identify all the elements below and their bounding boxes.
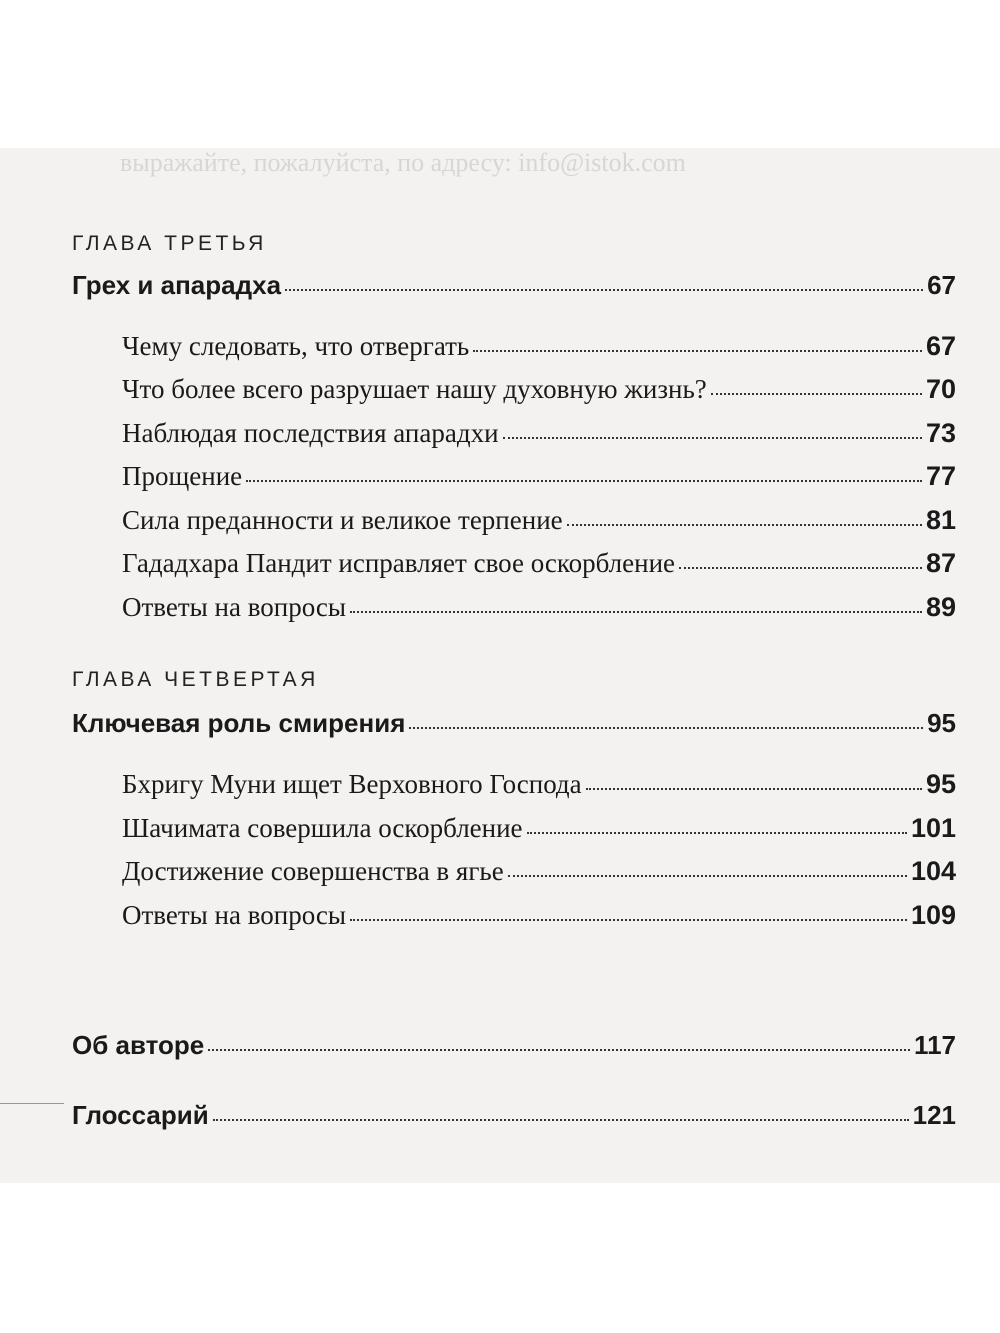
toc-entry-title: Глоссарий [72,1100,209,1130]
toc-entry-page: 70 [925,374,956,404]
toc-entry-page: 87 [925,548,956,578]
toc-entry-page: 67 [925,331,956,361]
dot-leader [350,611,922,613]
dot-leader [503,437,922,439]
toc-entry-about-author[interactable] [72,1030,956,1061]
toc-entry-title: Ключевая роль смирения [72,708,406,738]
toc-entry-page: 109 [910,900,956,930]
dot-leader [567,524,922,526]
dot-leader [473,350,922,352]
toc-entry-title: Наблюдая последствия апарадхи [122,418,499,448]
dot-leader [527,832,907,834]
dot-leader [285,289,923,291]
toc-entry-page: 101 [910,813,956,843]
page-sheet [0,148,1000,1183]
toc-entry-page: 89 [925,592,956,622]
dot-leader [213,1119,909,1121]
toc-entry-title: Об авторе [72,1030,205,1060]
toc-entry-title: Достижение совершенства в ягье [122,856,504,886]
dot-leader [586,788,922,790]
dot-leader [208,1049,910,1051]
toc-entry[interactable] [122,548,956,579]
chapter-3-label: ГЛАВА ТРЕТЬЯ [72,232,267,255]
toc-entry-page: 95 [927,708,956,738]
dot-leader [711,393,922,395]
toc-entry-page: 121 [912,1100,956,1130]
toc-entry-title: Что более всего разрушает нашу духовную жизнь? [122,374,707,404]
toc-entry-page: 73 [925,418,956,448]
toc-entry-page: 77 [925,461,956,491]
toc-entry[interactable] [122,592,956,623]
toc-entry-chapter-4[interactable] [72,708,956,739]
toc-entry-title: Чему следовать, что отвергать [122,331,470,361]
toc-entry-title: Ответы на вопросы [122,900,347,930]
toc-entry[interactable] [122,461,956,492]
chapter-4-label: ГЛАВА ЧЕТВЕРТАЯ [72,668,319,691]
toc-entry-title: Грех и апарадха [72,270,282,300]
dot-leader [409,727,923,729]
toc-entry-title: Гададхара Пандит исправляет свое оскорбление [122,548,676,578]
dot-leader [350,919,907,921]
toc-entry[interactable] [122,505,956,536]
toc-entry-title: Шачимата совершила оскорбление [122,813,523,843]
toc-entry-page: 81 [925,505,956,535]
toc-entry-page: 104 [910,856,956,886]
dot-leader [508,875,907,877]
toc-entry[interactable] [122,813,956,844]
toc-entry-glossary[interactable] [72,1100,956,1131]
toc-entry[interactable] [122,856,956,887]
toc-entry-title: Прощение [122,461,243,491]
toc-entry[interactable] [122,418,956,449]
toc-entry[interactable] [122,374,956,405]
toc-entry-title: Ответы на вопросы [122,592,347,622]
toc-entry-page: 95 [925,769,956,799]
dot-leader [246,480,922,482]
page-edge-line [0,1103,64,1104]
toc-entry-page: 67 [927,270,956,300]
toc-entry-chapter-3[interactable] [72,270,956,301]
toc-entry-page: 117 [914,1030,956,1060]
toc-entry[interactable] [122,769,956,800]
toc-entry[interactable] [122,331,956,362]
toc-entry-title: Бхригу Муни ищет Верховного Господа [122,769,582,799]
dot-leader [679,567,922,569]
toc-entry-title: Сила преданности и великое терпение [122,505,563,535]
bleed-through-text: выражайте, пожалуйста, по адресу: info@istok.com [120,148,686,177]
toc-entry[interactable] [122,900,956,931]
